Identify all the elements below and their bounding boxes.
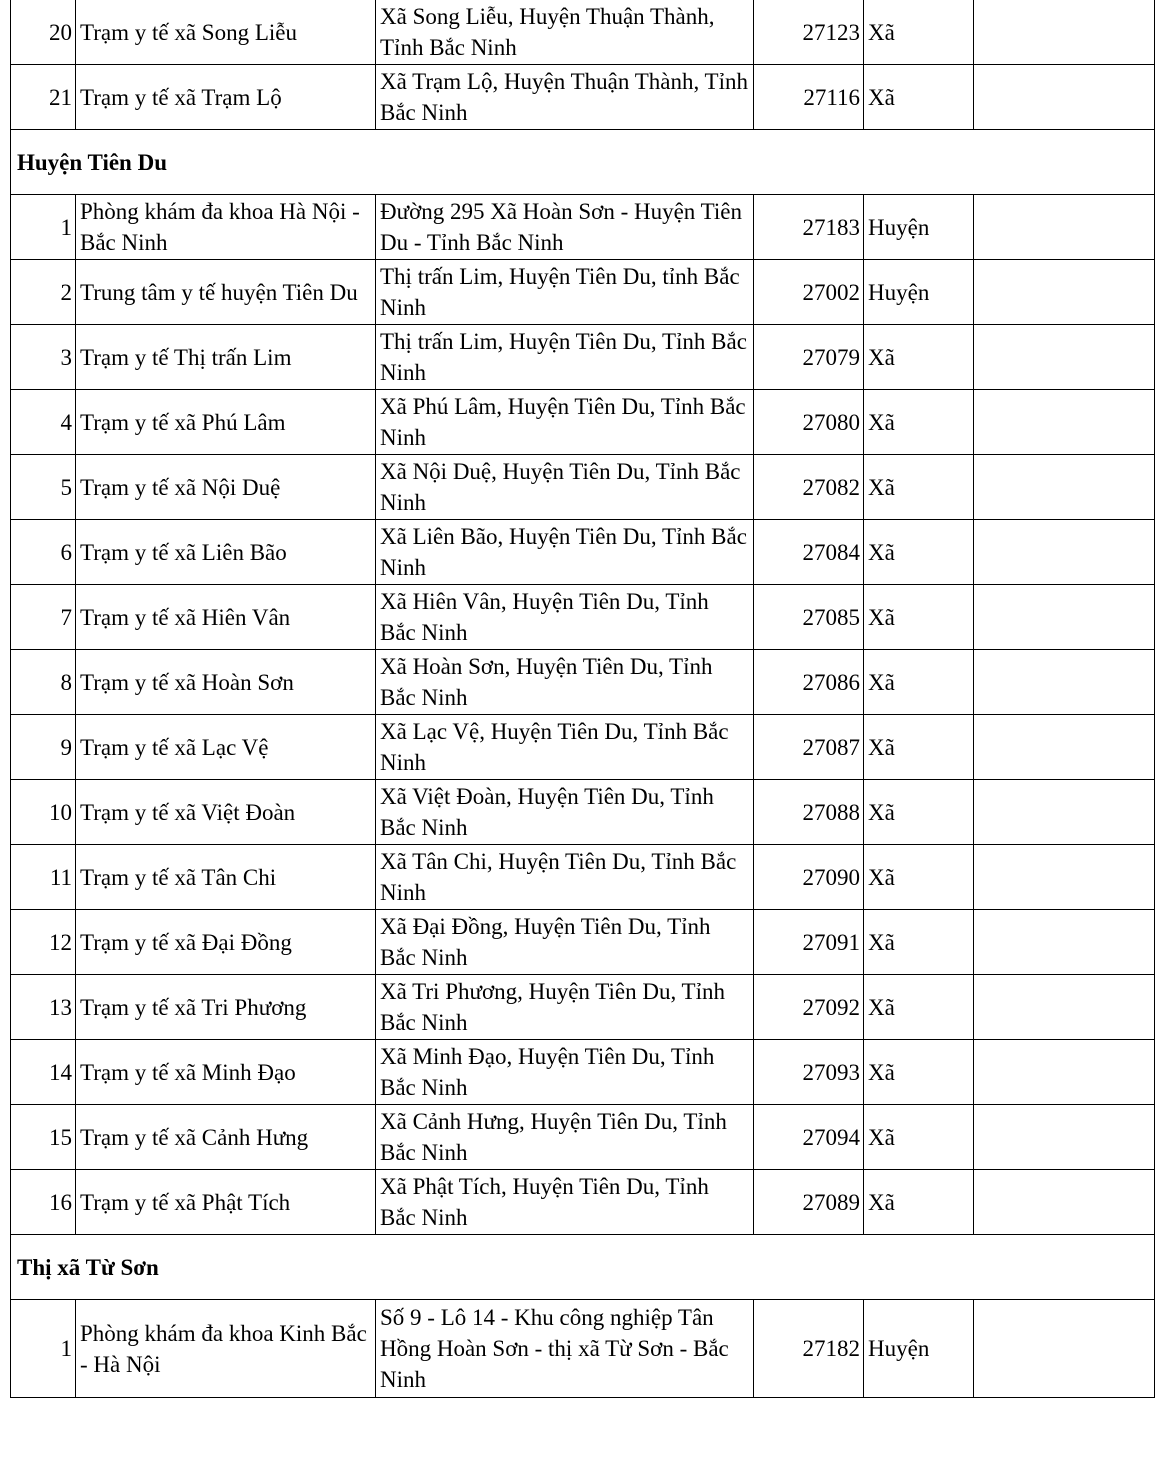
table-row: [11, 650, 1155, 715]
blank-cell: [974, 65, 1155, 130]
blank-cell: [974, 325, 1155, 390]
facility-code: 27079: [754, 325, 864, 390]
facility-code: 27183: [754, 195, 864, 260]
section-title: Thị xã Từ Sơn: [11, 1235, 1155, 1300]
facility-address: Xã Việt Đoàn, Huyện Tiên Du, Tỉnh Bắc Ninh: [376, 780, 754, 845]
facility-name: Trạm y tế Thị trấn Lim: [76, 325, 376, 390]
blank-cell: [974, 1170, 1155, 1235]
blank-cell: [974, 845, 1155, 910]
facility-name: Phòng khám đa khoa Hà Nội - Bắc Ninh: [76, 195, 376, 260]
facility-address: Xã Phật Tích, Huyện Tiên Du, Tỉnh Bắc Ninh: [376, 1170, 754, 1235]
facility-level: Xã: [864, 650, 974, 715]
facility-table: [10, 0, 1155, 1398]
facility-address: Xã Liên Bão, Huyện Tiên Du, Tỉnh Bắc Ninh: [376, 520, 754, 585]
facility-name: Trạm y tế xã Liên Bão: [76, 520, 376, 585]
facility-name: Trạm y tế xã Hoàn Sơn: [76, 650, 376, 715]
table-row: [11, 520, 1155, 585]
table-row: [11, 0, 1155, 65]
blank-cell: [974, 715, 1155, 780]
facility-address: Xã Tân Chi, Huyện Tiên Du, Tỉnh Bắc Ninh: [376, 845, 754, 910]
facility-level: Xã: [864, 585, 974, 650]
table-row: [11, 455, 1155, 520]
table-row: [11, 1300, 1155, 1398]
table-row: [11, 715, 1155, 780]
facility-address: Xã Phú Lâm, Huyện Tiên Du, Tỉnh Bắc Ninh: [376, 390, 754, 455]
row-number: 12: [11, 910, 76, 975]
table-row: [11, 390, 1155, 455]
facility-code: 27080: [754, 390, 864, 455]
facility-code: 27092: [754, 975, 864, 1040]
facility-level: Xã: [864, 65, 974, 130]
facility-code: 27087: [754, 715, 864, 780]
facility-level: Xã: [864, 390, 974, 455]
facility-code: 27086: [754, 650, 864, 715]
facility-name: Trạm y tế xã Nội Duệ: [76, 455, 376, 520]
facility-address: Xã Trạm Lộ, Huyện Thuận Thành, Tỉnh Bắc Ninh: [376, 65, 754, 130]
blank-cell: [974, 1300, 1155, 1398]
facility-level: Xã: [864, 325, 974, 390]
blank-cell: [974, 780, 1155, 845]
facility-name: Trạm y tế xã Phật Tích: [76, 1170, 376, 1235]
facility-name: Trạm y tế xã Trạm Lộ: [76, 65, 376, 130]
table-row: [11, 195, 1155, 260]
section-header-row: [11, 130, 1155, 195]
facility-address: Số 9 - Lô 14 - Khu công nghiệp Tân Hồng Hoàn Sơn - thị xã Từ Sơn - Bắc Ninh: [376, 1300, 754, 1398]
blank-cell: [974, 650, 1155, 715]
facility-address: Xã Hoàn Sơn, Huyện Tiên Du, Tỉnh Bắc Ninh: [376, 650, 754, 715]
facility-name: Trạm y tế xã Minh Đạo: [76, 1040, 376, 1105]
facility-address: Xã Song Liễu, Huyện Thuận Thành, Tỉnh Bắc Ninh: [376, 0, 754, 65]
facility-name: Trạm y tế xã Phú Lâm: [76, 390, 376, 455]
row-number: 21: [11, 65, 76, 130]
row-number: 14: [11, 1040, 76, 1105]
facility-code: 27091: [754, 910, 864, 975]
row-number: 16: [11, 1170, 76, 1235]
facility-code: 27116: [754, 65, 864, 130]
row-number: 15: [11, 1105, 76, 1170]
facility-address: Thị trấn Lim, Huyện Tiên Du, Tỉnh Bắc Ninh: [376, 325, 754, 390]
table-row: [11, 585, 1155, 650]
table-row: [11, 325, 1155, 390]
table-row: [11, 65, 1155, 130]
facility-code: 27093: [754, 1040, 864, 1105]
facility-name: Trạm y tế xã Song Liễu: [76, 0, 376, 65]
facility-address: Xã Tri Phương, Huyện Tiên Du, Tỉnh Bắc Ninh: [376, 975, 754, 1040]
table-row: [11, 845, 1155, 910]
facility-name: Trạm y tế xã Đại Đồng: [76, 910, 376, 975]
facility-level: Xã: [864, 1170, 974, 1235]
facility-name: Trung tâm y tế huyện Tiên Du: [76, 260, 376, 325]
facility-name: Trạm y tế xã Hiên Vân: [76, 585, 376, 650]
facility-code: 27084: [754, 520, 864, 585]
facility-level: Huyện: [864, 1300, 974, 1398]
row-number: 11: [11, 845, 76, 910]
row-number: 6: [11, 520, 76, 585]
facility-address: Xã Minh Đạo, Huyện Tiên Du, Tỉnh Bắc Ninh: [376, 1040, 754, 1105]
facility-address: Thị trấn Lim, Huyện Tiên Du, tỉnh Bắc Ninh: [376, 260, 754, 325]
blank-cell: [974, 455, 1155, 520]
blank-cell: [974, 975, 1155, 1040]
blank-cell: [974, 585, 1155, 650]
blank-cell: [974, 390, 1155, 455]
facility-level: Xã: [864, 455, 974, 520]
facility-name: Trạm y tế xã Tri Phương: [76, 975, 376, 1040]
facility-name: Trạm y tế xã Việt Đoàn: [76, 780, 376, 845]
row-number: 1: [11, 195, 76, 260]
table-row: [11, 780, 1155, 845]
row-number: 1: [11, 1300, 76, 1398]
section-header-row: [11, 1235, 1155, 1300]
facility-address: Xã Nội Duệ, Huyện Tiên Du, Tỉnh Bắc Ninh: [376, 455, 754, 520]
facility-name: Trạm y tế xã Tân Chi: [76, 845, 376, 910]
facility-address: Xã Lạc Vệ, Huyện Tiên Du, Tỉnh Bắc Ninh: [376, 715, 754, 780]
facility-code: 27002: [754, 260, 864, 325]
facility-level: Xã: [864, 715, 974, 780]
facility-level: Huyện: [864, 195, 974, 260]
facility-code: 27089: [754, 1170, 864, 1235]
row-number: 13: [11, 975, 76, 1040]
table-row: [11, 1170, 1155, 1235]
table-row: [11, 975, 1155, 1040]
facility-level: Xã: [864, 520, 974, 585]
blank-cell: [974, 520, 1155, 585]
facility-code: 27090: [754, 845, 864, 910]
row-number: 5: [11, 455, 76, 520]
facility-code: 27085: [754, 585, 864, 650]
facility-level: Huyện: [864, 260, 974, 325]
blank-cell: [974, 195, 1155, 260]
facility-level: Xã: [864, 1105, 974, 1170]
row-number: 10: [11, 780, 76, 845]
row-number: 9: [11, 715, 76, 780]
table-row: [11, 1040, 1155, 1105]
row-number: 4: [11, 390, 76, 455]
facility-address: Xã Cảnh Hưng, Huyện Tiên Du, Tỉnh Bắc Ninh: [376, 1105, 754, 1170]
facility-code: 27094: [754, 1105, 864, 1170]
blank-cell: [974, 0, 1155, 65]
facility-address: Xã Hiên Vân, Huyện Tiên Du, Tỉnh Bắc Ninh: [376, 585, 754, 650]
facility-address: Xã Đại Đồng, Huyện Tiên Du, Tỉnh Bắc Ninh: [376, 910, 754, 975]
row-number: 7: [11, 585, 76, 650]
facility-level: Xã: [864, 910, 974, 975]
facility-table-body: [11, 0, 1155, 1398]
facility-level: Xã: [864, 1040, 974, 1105]
blank-cell: [974, 1040, 1155, 1105]
facility-code: 27123: [754, 0, 864, 65]
facility-code: 27182: [754, 1300, 864, 1398]
facility-code: 27082: [754, 455, 864, 520]
table-row: [11, 1105, 1155, 1170]
table-row: [11, 260, 1155, 325]
row-number: 20: [11, 0, 76, 65]
facility-name: Phòng khám đa khoa Kinh Bắc - Hà Nội: [76, 1300, 376, 1398]
facility-level: Xã: [864, 0, 974, 65]
facility-name: Trạm y tế xã Lạc Vệ: [76, 715, 376, 780]
section-title: Huyện Tiên Du: [11, 130, 1155, 195]
facility-name: Trạm y tế xã Cảnh Hưng: [76, 1105, 376, 1170]
blank-cell: [974, 1105, 1155, 1170]
row-number: 3: [11, 325, 76, 390]
facility-level: Xã: [864, 780, 974, 845]
table-row: [11, 910, 1155, 975]
row-number: 2: [11, 260, 76, 325]
facility-address: Đường 295 Xã Hoàn Sơn - Huyện Tiên Du - Tỉnh Bắc Ninh: [376, 195, 754, 260]
blank-cell: [974, 260, 1155, 325]
row-number: 8: [11, 650, 76, 715]
facility-code: 27088: [754, 780, 864, 845]
facility-level: Xã: [864, 845, 974, 910]
facility-level: Xã: [864, 975, 974, 1040]
blank-cell: [974, 910, 1155, 975]
